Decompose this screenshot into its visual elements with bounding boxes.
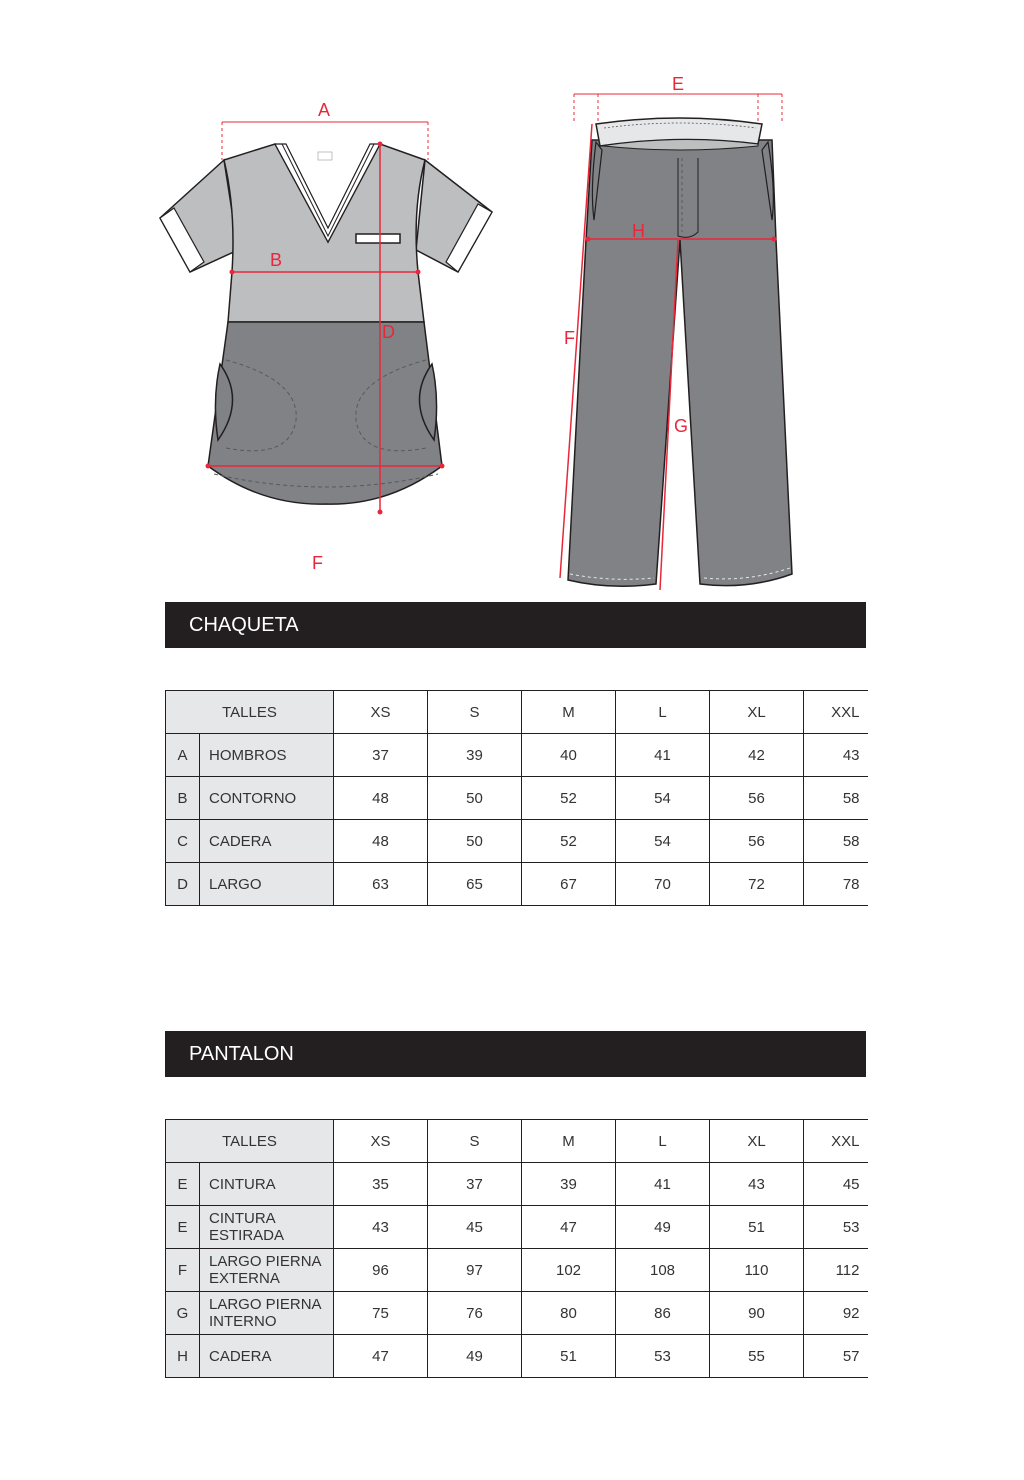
row-label: LARGO: [200, 863, 334, 906]
table-cell: 43: [334, 1206, 428, 1249]
table-cell: 90: [710, 1292, 804, 1335]
table-cell: 40: [522, 734, 616, 777]
header-size: S: [428, 1120, 522, 1163]
row-letter: B: [166, 777, 200, 820]
header-size: L: [616, 691, 710, 734]
row-label: CADERA: [200, 820, 334, 863]
garment-illustration: [0, 0, 1024, 600]
row-letter: A: [166, 734, 200, 777]
table-cell: 37: [334, 734, 428, 777]
table-cell: 51: [522, 1335, 616, 1378]
table-header-row: [166, 1120, 868, 1163]
table-row: [166, 1249, 868, 1292]
table-cell: 92: [804, 1292, 868, 1335]
table-cell: 50: [428, 820, 522, 863]
table-cell: 70: [616, 863, 710, 906]
row-letter: E: [166, 1206, 200, 1249]
table-row: [166, 1163, 868, 1206]
pantalon-section-title: PANTALON: [165, 1031, 866, 1077]
table-cell: 57: [804, 1335, 868, 1378]
table-cell: 45: [804, 1163, 868, 1206]
scrub-top-drawing: [160, 100, 492, 573]
table-cell: 76: [428, 1292, 522, 1335]
header-size: XS: [334, 1120, 428, 1163]
row-label: CINTURA ESTIRADA: [200, 1206, 334, 1249]
table-row: [166, 1206, 868, 1249]
header-size: XXL: [804, 1120, 868, 1163]
table-cell: 54: [616, 777, 710, 820]
table-cell: 67: [522, 863, 616, 906]
table-cell: 102: [522, 1249, 616, 1292]
table-row: [166, 777, 868, 820]
table-cell: 63: [334, 863, 428, 906]
table-cell: 78: [804, 863, 868, 906]
row-letter: G: [166, 1292, 200, 1335]
table-cell: 97: [428, 1249, 522, 1292]
row-letter: H: [166, 1335, 200, 1378]
label-g: G: [674, 416, 689, 436]
table-cell: 51: [710, 1206, 804, 1249]
table-cell: 37: [428, 1163, 522, 1206]
table-cell: 35: [334, 1163, 428, 1206]
table-cell: 65: [428, 863, 522, 906]
table-cell: 56: [710, 777, 804, 820]
label-e: E: [672, 74, 685, 94]
row-label: LARGO PIERNA INTERNO: [200, 1292, 334, 1335]
table-cell: 49: [428, 1335, 522, 1378]
table-cell: 42: [710, 734, 804, 777]
table-cell: 96: [334, 1249, 428, 1292]
header-size: XS: [334, 691, 428, 734]
row-letter: C: [166, 820, 200, 863]
header-size: L: [616, 1120, 710, 1163]
table-row: [166, 734, 868, 777]
label-b: B: [270, 250, 283, 270]
row-label: CONTORNO: [200, 777, 334, 820]
table-cell: 54: [616, 820, 710, 863]
header-size: M: [522, 691, 616, 734]
header-talles: TALLES: [166, 1120, 334, 1163]
row-letter: F: [166, 1249, 200, 1292]
table-cell: 52: [522, 820, 616, 863]
table-row: [166, 863, 868, 906]
chaqueta-size-table: [165, 690, 868, 906]
table-header-row: [166, 691, 868, 734]
table-cell: 39: [522, 1163, 616, 1206]
header-size: XL: [710, 1120, 804, 1163]
chaqueta-section-title: CHAQUETA: [165, 602, 866, 648]
table-cell: 39: [428, 734, 522, 777]
label-h: H: [632, 221, 645, 241]
table-cell: 86: [616, 1292, 710, 1335]
table-cell: 53: [616, 1335, 710, 1378]
header-size: M: [522, 1120, 616, 1163]
table-cell: 75: [334, 1292, 428, 1335]
table-cell: 108: [616, 1249, 710, 1292]
table-cell: 49: [616, 1206, 710, 1249]
row-letter: D: [166, 863, 200, 906]
table-cell: 58: [804, 820, 868, 863]
label-f-top: F: [312, 553, 323, 573]
table-row: [166, 1335, 868, 1378]
header-size: S: [428, 691, 522, 734]
scrub-pants-drawing: [560, 74, 792, 590]
table-cell: 43: [710, 1163, 804, 1206]
row-label: CADERA: [200, 1335, 334, 1378]
table-cell: 55: [710, 1335, 804, 1378]
table-row: [166, 1292, 868, 1335]
table-cell: 47: [522, 1206, 616, 1249]
table-cell: 48: [334, 777, 428, 820]
table-cell: 112: [804, 1249, 868, 1292]
label-f-pants: F: [564, 328, 575, 348]
label-d: D: [382, 322, 395, 342]
header-size: XL: [710, 691, 804, 734]
table-cell: 41: [616, 734, 710, 777]
table-cell: 48: [334, 820, 428, 863]
row-label: CINTURA: [200, 1163, 334, 1206]
table-row: [166, 820, 868, 863]
table-cell: 80: [522, 1292, 616, 1335]
table-cell: 43: [804, 734, 868, 777]
table-cell: 72: [710, 863, 804, 906]
header-size: XXL: [804, 691, 868, 734]
table-cell: 110: [710, 1249, 804, 1292]
label-a: A: [318, 100, 331, 120]
header-talles: TALLES: [166, 691, 334, 734]
table-cell: 56: [710, 820, 804, 863]
row-label: LARGO PIERNA EXTERNA: [200, 1249, 334, 1292]
table-cell: 47: [334, 1335, 428, 1378]
table-cell: 53: [804, 1206, 868, 1249]
row-letter: E: [166, 1163, 200, 1206]
table-cell: 41: [616, 1163, 710, 1206]
table-cell: 58: [804, 777, 868, 820]
pantalon-size-table: [165, 1119, 868, 1378]
table-cell: 52: [522, 777, 616, 820]
row-label: HOMBROS: [200, 734, 334, 777]
table-cell: 50: [428, 777, 522, 820]
table-cell: 45: [428, 1206, 522, 1249]
